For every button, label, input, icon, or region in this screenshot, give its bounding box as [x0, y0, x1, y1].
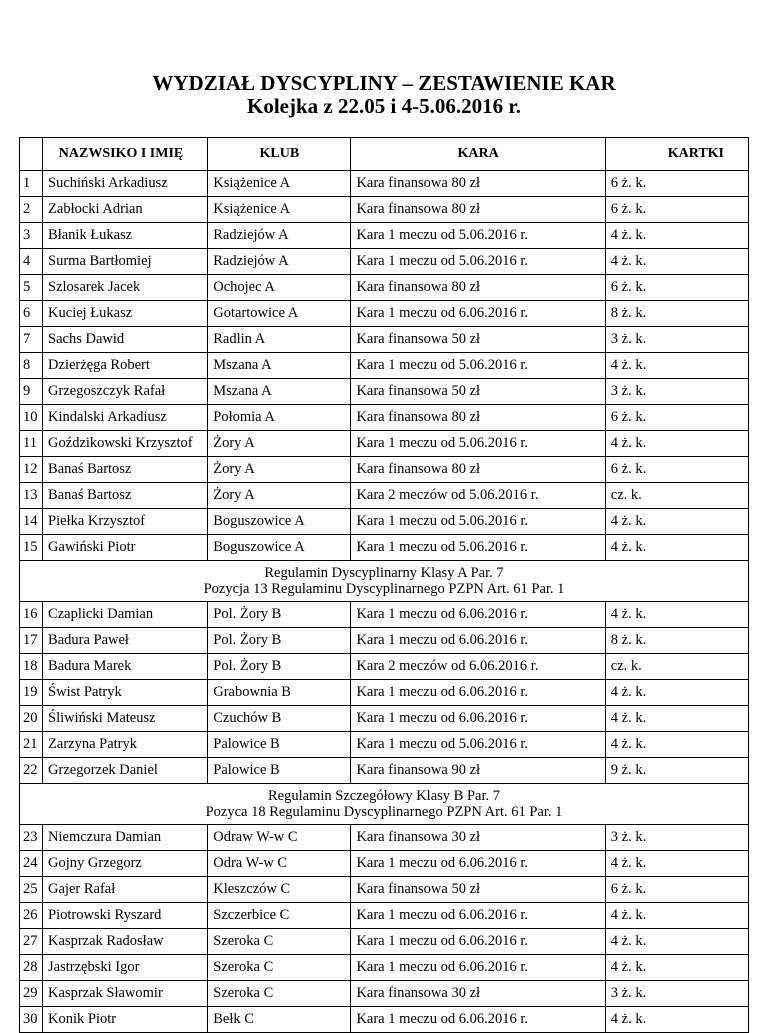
- row-number: 3: [20, 223, 43, 249]
- cards: 9 ż. k.: [605, 758, 748, 784]
- cards: 4 ż. k.: [605, 353, 748, 379]
- penalty: Kara 2 meczów od 5.06.2016 r.: [351, 483, 605, 509]
- player-name: Zabłocki Adrian: [43, 197, 208, 223]
- club-name: Ochojec A: [208, 275, 351, 301]
- row-number: 21: [20, 732, 43, 758]
- header-kartki: KARTKI: [605, 138, 748, 171]
- cards: 8 ż. k.: [605, 628, 748, 654]
- cards: 4 ż. k.: [605, 903, 748, 929]
- penalty: Kara 1 meczu od 6.06.2016 r.: [351, 903, 605, 929]
- club-name: Radlin A: [208, 327, 351, 353]
- row-number: 15: [20, 535, 43, 561]
- table-row: [20, 903, 749, 929]
- table-row: [20, 353, 749, 379]
- cards: 8 ż. k.: [605, 301, 748, 327]
- note-b-line2: Pozyca 18 Regulaminu Dyscyplinarnego PZPN Art. 61 Par. 1: [205, 804, 563, 820]
- cards: 3 ż. k.: [605, 379, 748, 405]
- cards: 6 ż. k.: [605, 405, 748, 431]
- cards: 4 ż. k.: [605, 680, 748, 706]
- cards: 4 ż. k.: [605, 929, 748, 955]
- cards: 3 ż. k.: [605, 327, 748, 353]
- club-name: Książenice A: [208, 197, 351, 223]
- penalty: Kara 1 meczu od 6.06.2016 r.: [351, 301, 605, 327]
- penalty: Kara 1 meczu od 5.06.2016 r.: [351, 535, 605, 561]
- row-number: 20: [20, 706, 43, 732]
- table-row: [20, 249, 749, 275]
- player-name: Śliwiński Mateusz: [43, 706, 208, 732]
- penalty: Kara finansowa 80 zł: [351, 275, 605, 301]
- cards: 4 ż. k.: [605, 955, 748, 981]
- player-name: Grzegoszczyk Rafał: [43, 379, 208, 405]
- penalty: Kara 1 meczu od 5.06.2016 r.: [351, 353, 605, 379]
- table-row: [20, 431, 749, 457]
- player-name: Badura Marek: [43, 654, 208, 680]
- penalty: Kara finansowa 80 zł: [351, 405, 605, 431]
- row-number: 5: [20, 275, 43, 301]
- row-number: 10: [20, 405, 43, 431]
- player-name: Niemczura Damian: [43, 825, 208, 851]
- regulation-note-a: [20, 561, 749, 602]
- cards: 3 ż. k.: [605, 825, 748, 851]
- player-name: Sachs Dawid: [43, 327, 208, 353]
- player-name: Piełka Krzysztof: [43, 509, 208, 535]
- penalty: Kara 1 meczu od 5.06.2016 r.: [351, 732, 605, 758]
- penalty: Kara finansowa 80 zł: [351, 197, 605, 223]
- row-number: 22: [20, 758, 43, 784]
- club-name: Gotartowice A: [208, 301, 351, 327]
- row-number: 12: [20, 457, 43, 483]
- club-name: Boguszowice A: [208, 509, 351, 535]
- club-name: Żory A: [208, 457, 351, 483]
- row-number: 18: [20, 654, 43, 680]
- table-row: [20, 955, 749, 981]
- cards: 6 ż. k.: [605, 171, 748, 197]
- row-number: 7: [20, 327, 43, 353]
- player-name: Grzegorzek Daniel: [43, 758, 208, 784]
- player-name: Goździkowski Krzysztof: [43, 431, 208, 457]
- club-name: Pol. Żory B: [208, 654, 351, 680]
- table-row: [20, 197, 749, 223]
- club-name: Książenice A: [208, 171, 351, 197]
- row-number: 11: [20, 431, 43, 457]
- note-a-body: [20, 561, 749, 602]
- club-name: Radziejów A: [208, 249, 351, 275]
- row-number: 4: [20, 249, 43, 275]
- row-number: 6: [20, 301, 43, 327]
- player-name: Kindalski Arkadiusz: [43, 405, 208, 431]
- table-row: [20, 851, 749, 877]
- table-row: [20, 628, 749, 654]
- club-name: Boguszowice A: [208, 535, 351, 561]
- player-name: Kuciej Łukasz: [43, 301, 208, 327]
- player-name: Czaplicki Damian: [43, 602, 208, 628]
- row-number: 23: [20, 825, 43, 851]
- club-name: Szczerbice C: [208, 903, 351, 929]
- note-b-body: [20, 784, 749, 825]
- regulation-note-a-text: [20, 561, 749, 602]
- table-header-row: [20, 138, 749, 171]
- row-number: 14: [20, 509, 43, 535]
- table-row: [20, 1007, 749, 1033]
- penalty: Kara 1 meczu od 5.06.2016 r.: [351, 223, 605, 249]
- club-name: Szeroka C: [208, 981, 351, 1007]
- player-name: Świst Patryk: [43, 680, 208, 706]
- club-name: Bełk C: [208, 1007, 351, 1033]
- penalty: Kara finansowa 50 zł: [351, 877, 605, 903]
- player-name: Szlosarek Jacek: [43, 275, 208, 301]
- row-number: 29: [20, 981, 43, 1007]
- penalty: Kara 1 meczu od 6.06.2016 r.: [351, 628, 605, 654]
- table-row: [20, 301, 749, 327]
- player-name: Banaś Bartosz: [43, 483, 208, 509]
- player-name: Surma Bartłomiej: [43, 249, 208, 275]
- table-row: [20, 877, 749, 903]
- row-number: 27: [20, 929, 43, 955]
- table-row: [20, 929, 749, 955]
- player-name: Gajer Rafał: [43, 877, 208, 903]
- player-name: Piotrowski Ryszard: [43, 903, 208, 929]
- club-name: Kleszczów C: [208, 877, 351, 903]
- page-subtitle: Kolejka z 22.05 i 4-5.06.2016 r.: [247, 94, 521, 118]
- club-name: Szeroka C: [208, 955, 351, 981]
- penalty: Kara finansowa 30 zł: [351, 981, 605, 1007]
- player-name: Kasprzak Sławomir: [43, 981, 208, 1007]
- table-row: [20, 405, 749, 431]
- cards: 4 ż. k.: [605, 851, 748, 877]
- cards: 4 ż. k.: [605, 1007, 748, 1033]
- regulation-note-b: [20, 784, 749, 825]
- table-row: [20, 825, 749, 851]
- player-name: Gawiński Piotr: [43, 535, 208, 561]
- table-row: [20, 732, 749, 758]
- cards: 4 ż. k.: [605, 602, 748, 628]
- penalty: Kara 1 meczu od 6.06.2016 r.: [351, 955, 605, 981]
- cards: 4 ż. k.: [605, 223, 748, 249]
- row-number: 30: [20, 1007, 43, 1033]
- penalty: Kara finansowa 50 zł: [351, 379, 605, 405]
- club-name: Radziejów A: [208, 223, 351, 249]
- club-name: Palowice B: [208, 758, 351, 784]
- club-name: Żory A: [208, 431, 351, 457]
- table-row: [20, 327, 749, 353]
- table-row: [20, 758, 749, 784]
- note-b-line1: Regulamin Szczegółowy Klasy B Par. 7: [268, 788, 500, 804]
- row-number: 28: [20, 955, 43, 981]
- penalty: Kara finansowa 90 zł: [351, 758, 605, 784]
- player-name: Banaś Bartosz: [43, 457, 208, 483]
- club-name: Palowice B: [208, 732, 351, 758]
- penalty: Kara finansowa 30 zł: [351, 825, 605, 851]
- section-c-body: [20, 825, 749, 1033]
- player-name: Jastrzębski Igor: [43, 955, 208, 981]
- penalty: Kara 1 meczu od 6.06.2016 r.: [351, 706, 605, 732]
- player-name: Zarzyna Patryk: [43, 732, 208, 758]
- penalty: Kara finansowa 80 zł: [351, 171, 605, 197]
- cards: 6 ż. k.: [605, 457, 748, 483]
- cards: 6 ż. k.: [605, 877, 748, 903]
- row-number: 17: [20, 628, 43, 654]
- cards: 4 ż. k.: [605, 535, 748, 561]
- player-name: Błanik Łukasz: [43, 223, 208, 249]
- table-row: [20, 223, 749, 249]
- note-a-line2: Pozycja 13 Regulaminu Dyscyplinarnego PZPN Art. 61 Par. 1: [203, 581, 565, 597]
- row-number: 25: [20, 877, 43, 903]
- penalty: Kara finansowa 80 zł: [351, 457, 605, 483]
- penalty: Kara finansowa 50 zł: [351, 327, 605, 353]
- cards: 4 ż. k.: [605, 732, 748, 758]
- page-title: WYDZIAŁ DYSCYPLINY – ZESTAWIENIE KAR: [152, 71, 616, 95]
- regulation-note-b-text: [20, 784, 749, 825]
- club-name: Odra W-w C: [208, 851, 351, 877]
- row-number: 16: [20, 602, 43, 628]
- club-name: Żory A: [208, 483, 351, 509]
- table-row: [20, 171, 749, 197]
- cards: 6 ż. k.: [605, 197, 748, 223]
- player-name: Dzierżęga Robert: [43, 353, 208, 379]
- table-row: [20, 457, 749, 483]
- note-a-line1: Regulamin Dyscyplinarny Klasy A Par. 7: [264, 565, 504, 581]
- club-name: Połomia A: [208, 405, 351, 431]
- club-name: Szeroka C: [208, 929, 351, 955]
- cards: 4 ż. k.: [605, 509, 748, 535]
- table-row: [20, 535, 749, 561]
- cards: cz. k.: [605, 483, 748, 509]
- player-name: Kasprzak Radosław: [43, 929, 208, 955]
- row-number: 8: [20, 353, 43, 379]
- penalty: Kara 1 meczu od 5.06.2016 r.: [351, 431, 605, 457]
- header-kara: KARA: [351, 138, 605, 171]
- cards: 4 ż. k.: [605, 706, 748, 732]
- row-number: 26: [20, 903, 43, 929]
- penalty: Kara 1 meczu od 5.06.2016 r.: [351, 509, 605, 535]
- header-club: KLUB: [208, 138, 351, 171]
- row-number: 19: [20, 680, 43, 706]
- club-name: Czuchów B: [208, 706, 351, 732]
- cards: 4 ż. k.: [605, 431, 748, 457]
- table-row: [20, 654, 749, 680]
- penalty: Kara 1 meczu od 6.06.2016 r.: [351, 851, 605, 877]
- club-name: Mszana A: [208, 353, 351, 379]
- player-name: Konik Piotr: [43, 1007, 208, 1033]
- header-number: [20, 138, 43, 171]
- table-row: [20, 483, 749, 509]
- section-b-body: [20, 602, 749, 784]
- row-number: 9: [20, 379, 43, 405]
- row-number: 24: [20, 851, 43, 877]
- penalties-table: [19, 137, 749, 1033]
- cards: 4 ż. k.: [605, 249, 748, 275]
- penalty: Kara 1 meczu od 5.06.2016 r.: [351, 249, 605, 275]
- club-name: Mszana A: [208, 379, 351, 405]
- player-name: Badura Paweł: [43, 628, 208, 654]
- row-number: 2: [20, 197, 43, 223]
- table-row: [20, 379, 749, 405]
- cards: 3 ż. k.: [605, 981, 748, 1007]
- penalty: Kara 1 meczu od 6.06.2016 r.: [351, 680, 605, 706]
- row-number: 13: [20, 483, 43, 509]
- table-row: [20, 706, 749, 732]
- table-row: [20, 509, 749, 535]
- table-row: [20, 680, 749, 706]
- player-name: Suchiński Arkadiusz: [43, 171, 208, 197]
- table-row: [20, 275, 749, 301]
- cards: cz. k.: [605, 654, 748, 680]
- section-a-body: [20, 171, 749, 561]
- club-name: Grabownia B: [208, 680, 351, 706]
- penalty: Kara 1 meczu od 6.06.2016 r.: [351, 929, 605, 955]
- row-number: 1: [20, 171, 43, 197]
- penalty: Kara 1 meczu od 6.06.2016 r.: [351, 602, 605, 628]
- header-name: NAZWSIKO I IMIĘ: [43, 138, 208, 171]
- penalty: Kara 2 meczów od 6.06.2016 r.: [351, 654, 605, 680]
- club-name: Odraw W-w C: [208, 825, 351, 851]
- player-name: Gojny Grzegorz: [43, 851, 208, 877]
- penalty: Kara 1 meczu od 6.06.2016 r.: [351, 1007, 605, 1033]
- club-name: Pol. Żory B: [208, 602, 351, 628]
- cards: 6 ż. k.: [605, 275, 748, 301]
- table-row: [20, 602, 749, 628]
- club-name: Pol. Żory B: [208, 628, 351, 654]
